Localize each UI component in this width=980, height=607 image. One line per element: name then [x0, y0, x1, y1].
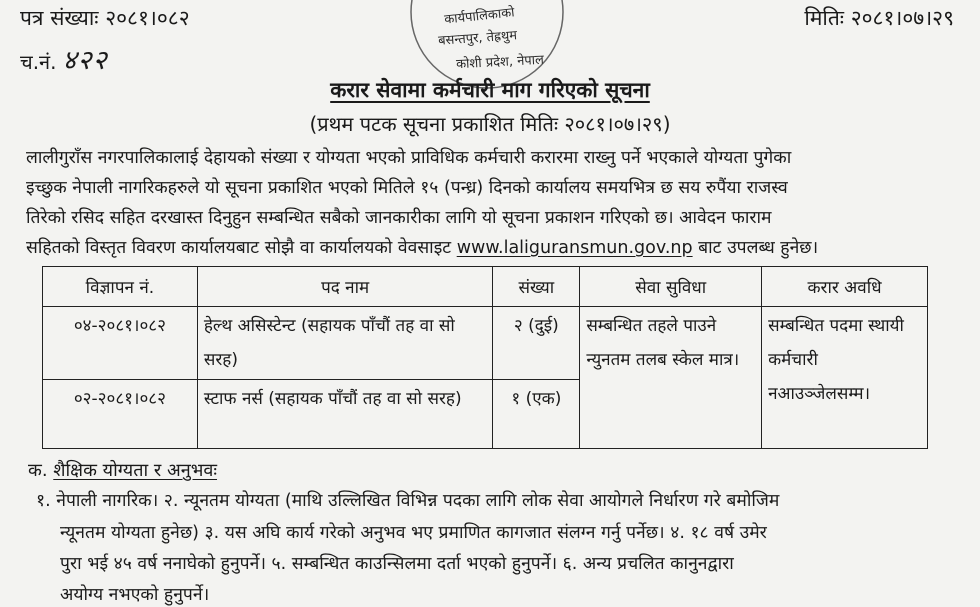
cell-duration: सम्बन्धित पदमा स्थायी कर्मचारी नआउञ्जेलसम्म।: [762, 307, 928, 449]
dispatch-number: [20, 40, 108, 77]
seal-text-line2: बसन्तपुर, तेह्रथुम: [437, 28, 518, 49]
col-header-duration: करार अवधि: [762, 267, 928, 307]
dispatch-number-value: ४२२: [62, 45, 108, 76]
notice-title: [0, 76, 980, 104]
cell-ad-no: ०२-२०८१।०८२: [43, 380, 198, 449]
section-line-2: न्यूनतम योग्यता हुनेछ) ३. यस अघि कार्य गरेको अनुभव भए प्रमाणित कागजात संलग्न गर्नु पर्नेछ। ४. १८ वर्ष उमेर: [60, 523, 767, 543]
seal-text-line3: कोशी प्रदेश, नेपाल: [455, 52, 545, 73]
notice-date: मितिः २०८१।०७।२९: [804, 6, 954, 30]
section-line-4: अयोग्य नभएको हुनुपर्ने।: [60, 585, 210, 605]
body-line-1: लालीगुराँस नगरपालिकालाई देहायको संख्या र योग्यता भएको प्राविधिक कर्मचारी करारमा राख्नु पर्ने भएकाले योग्यता पुगेका: [26, 148, 792, 168]
col-header-facility: सेवा सुविधा: [580, 267, 762, 307]
reference-number: पत्र संख्याः २०८१।०८२: [20, 6, 190, 30]
cell-facility: सम्बन्धित तहले पाउने न्युनतम तलब स्केल मात्र।: [580, 307, 762, 449]
table-row: [43, 307, 928, 380]
col-header-count: संख्या: [493, 267, 580, 307]
section-line-3: पुरा भई ४५ वर्ष ननाघेको हुनुपर्ने। ५. सम्बन्धित काउन्सिलमा दर्ता भएको हुनुपर्ने। ६. अन्य प्रचलित कानुनद्वारा: [60, 554, 734, 574]
cell-count: २ (दुई): [493, 307, 580, 380]
section-heading: [28, 458, 217, 482]
dispatch-label: च.नं.: [20, 50, 57, 74]
notice-title-text: करार सेवामा कर्मचारी माग गरिएको सूचना: [330, 78, 650, 102]
section-heading-text: शैक्षिक योग्यता र अनुभवः: [53, 460, 218, 481]
notice-subtitle: (प्रथम पटक सूचना प्रकाशित मितिः २०८१।०७।२९): [309, 112, 671, 136]
table-header-row: [43, 267, 928, 307]
col-header-post: पद नाम: [197, 267, 493, 307]
section-line-1: १. नेपाली नागरिक। २. न्यूनतम योग्यता (माथि उल्लिखित विभिन्न पदका लागि लोक सेवा आयोगले निर्धारण गरे बमोजिम: [36, 491, 780, 511]
body-line-3: तिरेको रसिद सहित दरखास्त दिनुहुन सम्बन्धित सबैको जानकारीका लागि यो सूचना प्रकाशन गरिएको छ। आवेदन फाराम: [26, 208, 772, 228]
vacancy-table: [42, 266, 928, 449]
body-line-4: [26, 235, 818, 259]
cell-ad-no: ०४-२०८१।०८२: [43, 307, 198, 380]
col-header-ad-no: विज्ञापन नं.: [43, 267, 198, 307]
website-link[interactable]: www.laliguransmun.gov.np: [456, 238, 693, 258]
body-line-4-pre: सहितको विस्तृत विवरण कार्यालयबाट सोझै वा कार्यालयको वेवसाइट: [26, 238, 457, 258]
cell-count: १ (एक): [493, 380, 580, 449]
body-line-2: इच्छुक नेपाली नागरिकहरुले यो सूचना प्रकाशित भएको मितिले १५ (पन्ध्र) दिनको कार्यालय समयभित्र छ सय रुपैंया राजस्व: [26, 178, 788, 198]
section-label: क.: [28, 460, 48, 481]
cell-post: स्टाफ नर्स (सहायक पाँचौं तह वा सो सरह): [197, 380, 493, 449]
cell-post: हेल्थ असिस्टेन्ट (सहायक पाँचौं तह वा सो सरह): [197, 307, 493, 380]
body-line-4-post: बाट उपलब्ध हुनेछ।: [692, 238, 819, 258]
seal-text-line1: कार्यपालिकाको: [443, 5, 516, 28]
